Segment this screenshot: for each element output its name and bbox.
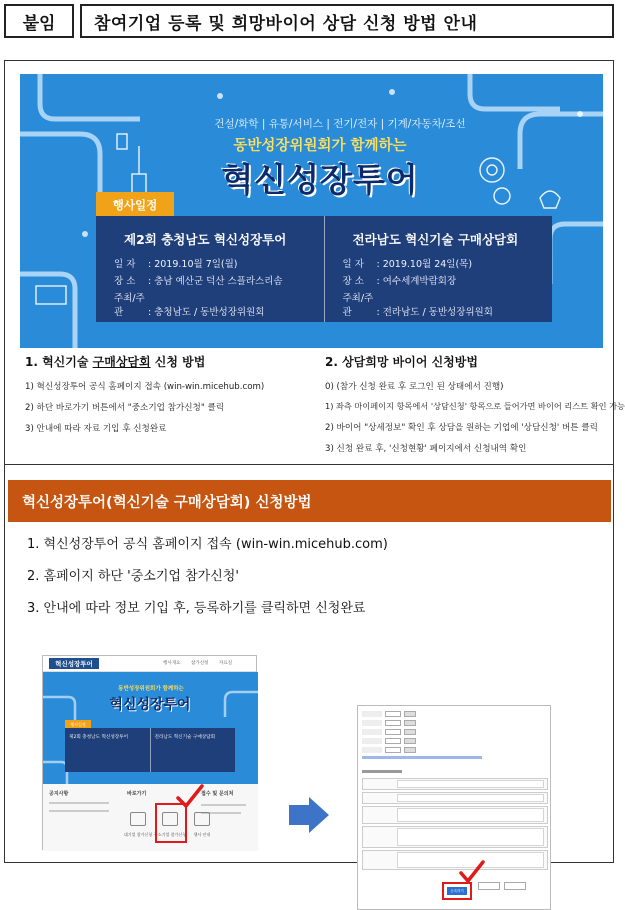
- mini-title: 혁신성장투어: [109, 697, 191, 713]
- mini-nav-item: 참가신청: [191, 661, 209, 666]
- mini-notice-line: [49, 810, 109, 812]
- event-title: 제2회 충청남도 혁신성장투어: [124, 232, 287, 247]
- event-info-button[interactable]: [187, 808, 217, 830]
- event-place: 장 소 : 여수세계박람회장: [342, 276, 457, 287]
- application-step: 3. 안내에 따라 정보 기입 후, 등록하기를 클릭하면 신청완료: [27, 601, 366, 616]
- form-row: [362, 710, 416, 718]
- event-place: 장 소 : 충남 예산군 덕산 스플라스리솜: [114, 276, 283, 287]
- document-title: 참여기업 등록 및 희망바이어 상담 신청 방법 안내: [80, 4, 614, 38]
- method-step: 1) 혁신성장투어 공식 홈페이지 접속 (win-win.micehub.com): [25, 382, 265, 392]
- document-box: [4, 60, 625, 893]
- event-panel: [96, 216, 552, 322]
- check-mark-icon: [175, 784, 205, 810]
- mini-nav-item: 자료실: [219, 661, 233, 666]
- application-step: 2. 홈페이지 하단 '중소기업 참가신청': [27, 569, 239, 584]
- method-step: 3) 안내에 따라 자료 기입 후 신청완료: [25, 424, 167, 434]
- form-field: [362, 792, 548, 804]
- method-step: 1) 좌측 마이페이지 항목에서 '상담신청' 항목으로 들어가면 바이어 리스트 확인 가능: [325, 401, 625, 411]
- mini-contact-heading: 접수 및 문의처: [201, 791, 234, 797]
- document-icon: [130, 812, 146, 826]
- application-step: 1. 혁신성장투어 공식 홈페이지 접속 (win-win.micehub.com): [27, 537, 388, 552]
- form-field: [362, 806, 548, 824]
- event-chungnam: [96, 216, 324, 322]
- quick-label: 행사 안내: [193, 832, 211, 837]
- form-row: [362, 719, 416, 727]
- form-hint-line: [362, 756, 482, 759]
- industry-list: 건설/화학 | 유통/서비스 | 전기/전자 | 기계/자동차/조선: [214, 118, 466, 130]
- method-step: 2) 하단 바로가기 버튼에서 "중소기업 참가신청" 클릭: [25, 403, 225, 413]
- form-section-label: [362, 770, 402, 773]
- right-arrow-icon: [287, 795, 331, 835]
- form-secondary-button[interactable]: [504, 882, 526, 890]
- form-row: [362, 746, 416, 754]
- register-submit-button[interactable]: 등록하기: [447, 887, 467, 895]
- method-heading: 1. 혁신기술 구매상담회 신청 방법: [25, 355, 206, 369]
- buyer-request-method: [325, 353, 625, 463]
- large-company-button[interactable]: [123, 808, 153, 830]
- mini-event-col: 제2회 충청남도 혁신성장투어: [69, 735, 129, 740]
- event-banner: [20, 74, 603, 348]
- mini-notice-heading: 공지사항: [49, 791, 69, 797]
- mini-subtitle: 동반성장위원회가 함께하는: [118, 686, 184, 692]
- mini-logo: 혁신성장투어: [49, 658, 99, 669]
- method-heading: 2. 상담희망 바이어 신청방법: [325, 355, 478, 369]
- homepage-screenshot: [42, 655, 257, 850]
- mini-contact-line: [201, 804, 246, 806]
- check-mark-icon: [458, 860, 486, 886]
- info-icon: [194, 812, 210, 826]
- event-jeonnam: [324, 216, 553, 322]
- mini-lower-section: [43, 784, 258, 851]
- mini-tag: 행사일정: [65, 720, 91, 729]
- event-date: 일 자 : 2019.10월 24일(목): [342, 259, 473, 270]
- event-title: 전라남도 혁신기술 구매상담회: [352, 232, 519, 247]
- attachment-tag: 붙임: [4, 4, 74, 38]
- quick-label: 대기업 참가신청: [123, 832, 153, 837]
- event-schedule-tab: 행사일정: [96, 192, 174, 218]
- method-step: 3) 신청 완료 후, '신청현황' 페이지에서 신청내역 확인: [325, 444, 527, 454]
- event-host: 주최/주관 : 충청남도 / 동반성장위원회: [114, 293, 265, 318]
- form-row: [362, 737, 416, 745]
- banner-main-title: 혁신성장투어: [221, 160, 419, 199]
- section-heading: 혁신성장투어(혁신기술 구매상담회) 신청방법: [8, 480, 611, 522]
- form-row: [362, 728, 416, 736]
- mini-topbar: [43, 656, 256, 672]
- event-host: 주최/주관 : 전라남도 / 동반성장위원회: [342, 293, 493, 318]
- mini-shortcut-heading: 바로가기: [127, 791, 147, 797]
- form-field: [362, 826, 548, 848]
- title-row: [4, 4, 614, 38]
- section-divider: [5, 464, 613, 465]
- method-step: 2) 바이어 "상세정보" 확인 후 상담을 원하는 기업에 '상담신청' 버튼 클릭: [325, 423, 598, 433]
- mini-banner: [43, 672, 258, 784]
- event-date: 일 자 : 2019.10월 7일(월): [114, 259, 238, 270]
- mini-nav-item: 행사개요: [163, 661, 181, 666]
- banner-subtitle: 동반성장위원회가 함께하는: [233, 138, 407, 154]
- form-field: [362, 778, 548, 790]
- method-step: 0) (참가 신청 완료 후 로그인 된 상태에서 진행): [325, 382, 504, 392]
- mini-notice-line: [49, 802, 109, 804]
- mini-event-col: 전라남도 혁신기술 구매상담회: [150, 728, 236, 772]
- mini-event-panel: [65, 728, 235, 772]
- form-field: [362, 850, 548, 870]
- purchase-consultation-method: [25, 353, 315, 443]
- quick-label: 중소기업 참가신청: [153, 832, 187, 837]
- application-steps: [27, 533, 388, 629]
- registration-form-screenshot: [357, 705, 551, 910]
